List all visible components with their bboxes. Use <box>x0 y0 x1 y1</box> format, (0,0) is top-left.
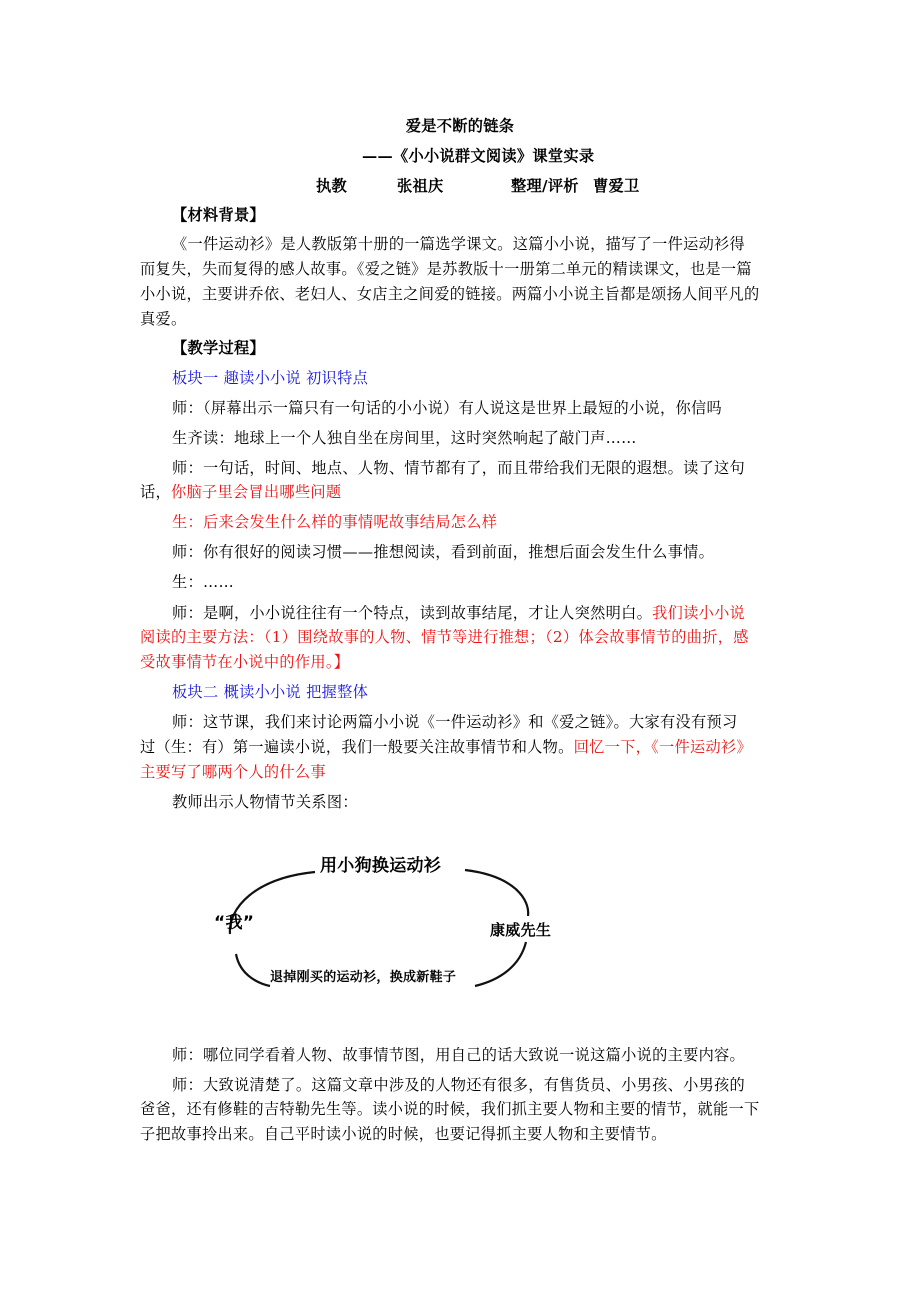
paragraph-p1: 师：（屏幕出示一篇只有一句话的小小说）有人说这是世界上最短的小说，你信吗 <box>172 399 722 417</box>
paragraph-p6: 生：…… <box>172 573 234 591</box>
p7-highlight: 我们读小小说 <box>652 604 746 622</box>
editor-label: 整理/评析 <box>511 177 579 195</box>
paragraph-p11-line: 爸爸，还有修鞋的吉特勒先生等。读小说的时候，我们抓主要人物和主要的情节，就能一下 <box>140 1100 760 1118</box>
background-heading: 【材料背景】 <box>172 206 265 224</box>
p8-highlight-line3: 主要写了哪两个人的什么事 <box>140 763 326 781</box>
paragraph-p2: 生齐读：地球上一个人独自坐在房间里，这时突然响起了敲门声…… <box>172 429 637 447</box>
paragraph-p10: 师：哪位同学看着人物、故事情节图，用自己的话大致说一说这篇小说的主要内容。 <box>172 1046 746 1064</box>
editor-name: 曹爱卫 <box>593 177 640 195</box>
document-subtitle: ——《小小说群文阅读》课堂实录 <box>362 147 595 165</box>
document-title: 爱是不断的链条 <box>405 117 515 135</box>
paragraph-p3: 师：一句话，时间、地点、人物、情节都有了，而且带给我们无限的遐想。读了这句 <box>172 459 746 477</box>
paragraph-p3-line2 <box>140 482 341 502</box>
block2-heading: 板块二 概读小小说 把握整体 <box>172 683 369 701</box>
p7-highlight-line3: 受故事情节在小说中的作用。】 <box>140 653 350 671</box>
p7-text: 师：是啊，小小说往往有一个特点，读到故事结尾，才让人突然明白。 <box>172 604 653 622</box>
teacher-name: 张祖庆 <box>397 177 444 195</box>
paragraph-p11: 师：大致说清楚了。这篇文章中涉及的人物还有很多，有售货员、小男孩、小男孩的 <box>172 1076 746 1094</box>
background-line: 而复失，失而复得的感人故事。《爱之链》是苏教版十一册第二单元的精读课文，也是一篇 <box>140 260 752 278</box>
block1-heading: 板块一 趣读小小说 初识特点 <box>172 369 369 387</box>
p3-text: 话， <box>140 483 171 501</box>
paragraph-p11-line: 子把故事拎出来。自己平时读小说的时候，也要记得抓主要人物和主要情节。 <box>140 1125 667 1143</box>
relationship-diagram <box>200 838 580 1008</box>
background-line: 《一件运动衫》是人教版第十册的一篇选学课文。这篇小小说，描写了一件运动衫得 <box>172 235 746 253</box>
p8-highlight: 回忆一下，《一件运动衫》 <box>573 738 752 756</box>
p3-highlight: 你脑子里会冒出哪些问题 <box>170 483 342 501</box>
process-heading: 【教学过程】 <box>172 339 265 357</box>
paragraph-p8: 师：这节课，我们来讨论两篇小小说《一件运动衫》和《爱之链》。大家有没有预习 <box>172 713 738 731</box>
diagram-top-label: 用小狗换运动衫 <box>320 856 442 876</box>
paragraph-p9: 教师出示人物情节关系图： <box>172 793 358 811</box>
diagram-bottom-label: 退掉刚买的运动衫，换成新鞋子 <box>270 970 457 985</box>
paragraph-p8-line2 <box>140 737 752 757</box>
background-line: 小小说，主要讲乔依、老妇人、女店主之间爱的链接。两篇小小说主旨都是颂扬人间平凡的 <box>140 285 760 303</box>
paragraph-p5: 师：你有很好的阅读习惯——推想阅读，看到前面，推想后面会发生什么事情。 <box>172 543 715 561</box>
paragraph-p7 <box>172 603 745 623</box>
background-line: 真爱。 <box>140 310 187 328</box>
p7-highlight-line2: 阅读的主要方法：（1）围绕故事的人物、情节等进行推想；（2）体会故事情节的曲折，感 <box>140 628 749 646</box>
paragraph-p4: 生：后来会发生什么样的事情呢故事结局怎么样 <box>172 513 498 531</box>
teacher-label: 执教 <box>316 177 347 195</box>
diagram-left-label: “我” <box>214 913 255 933</box>
diagram-right-label: 康威先生 <box>490 921 552 939</box>
p8-text: 过（生：有）第一遍读小说，我们一般要关注故事情节和人物。 <box>140 738 574 756</box>
